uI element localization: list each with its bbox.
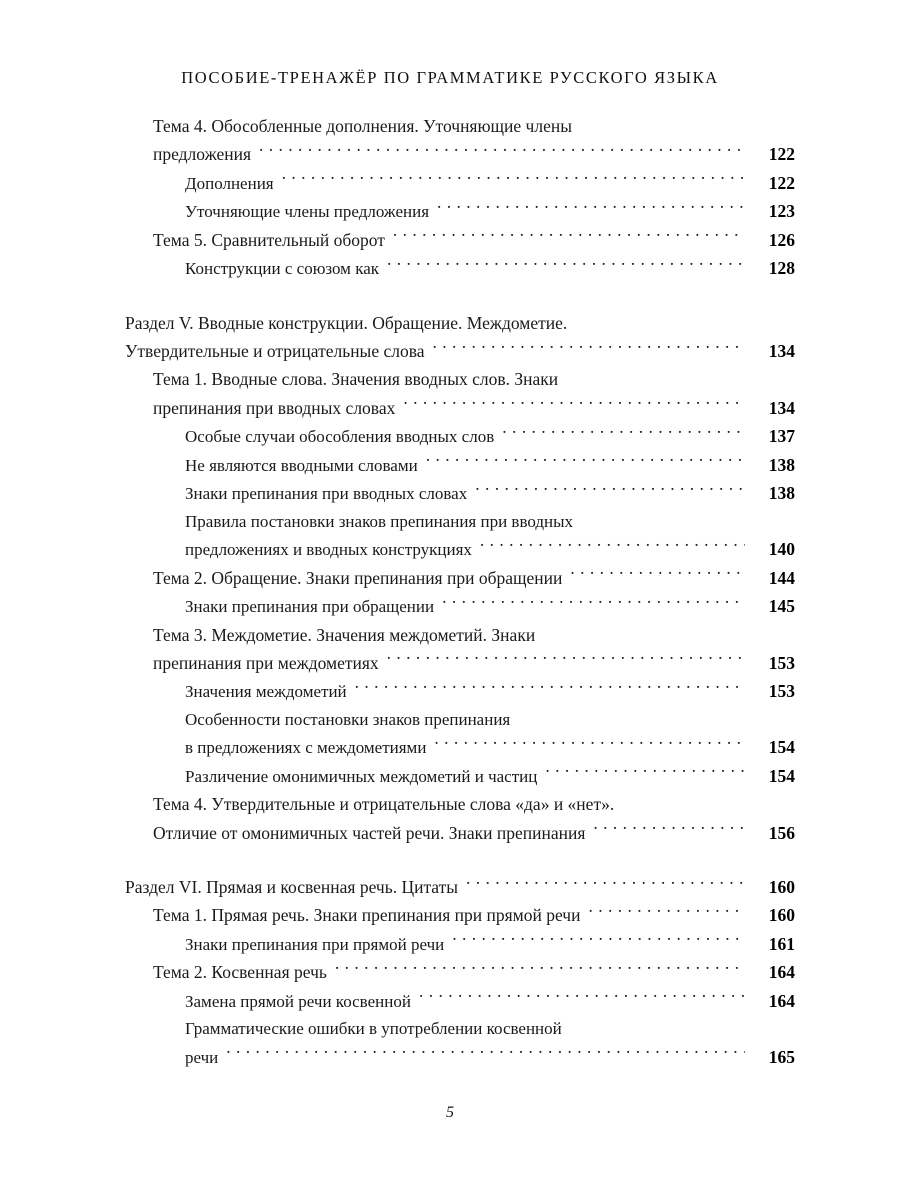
toc-entry-title: предложениях и вводных конструкциях xyxy=(185,540,472,560)
toc-page-number: 138 xyxy=(768,454,795,475)
toc-dot-leader xyxy=(442,596,745,612)
toc-dot-leader xyxy=(466,877,745,893)
toc-dot-leader xyxy=(226,1047,745,1063)
toc-entry-title: Тема 1. Прямая речь. Знаки препинания при прямой речи xyxy=(153,905,581,926)
toc-entry[interactable] xyxy=(125,958,795,986)
toc-dot-leader xyxy=(259,144,745,160)
toc-entry[interactable] xyxy=(125,226,795,254)
toc-entry-title: Раздел VI. Прямая и косвенная речь. Цитаты xyxy=(125,877,459,898)
toc-entry-title: Тема 4. Утвердительные и отрицательные слова «да» и «нет». xyxy=(153,794,615,815)
toc-entry[interactable] xyxy=(125,422,795,451)
toc-page-number: 144 xyxy=(768,567,795,588)
toc-entry[interactable] xyxy=(125,479,795,508)
toc-page-number: 134 xyxy=(768,340,795,361)
toc-line xyxy=(185,930,795,959)
toc-entry-title: Знаки препинания при вводных словах xyxy=(185,484,468,504)
toc-line xyxy=(185,535,795,564)
toc-page-number: 122 xyxy=(768,144,795,165)
toc-entry-title: Знаки препинания при обращении xyxy=(185,597,435,616)
toc-line xyxy=(185,987,795,1016)
toc-page-number: 128 xyxy=(768,258,795,279)
toc-line xyxy=(185,254,795,283)
toc-entry-title: Не являются вводными словами xyxy=(185,455,418,475)
toc-page-number: 153 xyxy=(768,681,795,702)
toc-entry[interactable] xyxy=(125,790,795,847)
toc-page-number: 134 xyxy=(768,397,795,418)
toc-dot-leader xyxy=(545,766,745,782)
toc-page-number: 156 xyxy=(768,822,795,843)
toc-line xyxy=(185,1015,795,1043)
toc-dot-leader xyxy=(335,962,745,978)
toc-entry-title: Грамматические ошибки в употреблении косвенной xyxy=(185,1019,562,1039)
toc-entry-title: Дополнения xyxy=(185,173,274,193)
toc-line xyxy=(185,677,795,706)
toc-entry[interactable] xyxy=(125,930,795,959)
toc-page-number: 138 xyxy=(768,483,795,504)
toc-entry-title: Различение омонимичных междометий и частиц xyxy=(185,766,538,786)
toc-entry-title: препинания при вводных словах xyxy=(153,397,396,418)
toc-dot-leader xyxy=(593,823,745,839)
toc-line xyxy=(125,873,795,901)
toc-dot-leader xyxy=(355,681,745,697)
toc-page-number: 153 xyxy=(768,652,795,673)
toc-line xyxy=(185,733,795,762)
running-head: ПОСОБИЕ-ТРЕНАЖЁР ПО ГРАММАТИКЕ РУССКОГО ЯЗЫКА xyxy=(181,68,719,87)
page-number: 5 xyxy=(446,1104,454,1121)
toc-entry[interactable] xyxy=(125,309,795,366)
toc-line xyxy=(185,422,795,451)
toc-page-number: 160 xyxy=(768,877,795,898)
toc-entry-title: в предложениях с междометиями xyxy=(185,738,427,758)
toc-dot-leader xyxy=(434,737,745,753)
toc-page-number: 123 xyxy=(768,201,795,222)
toc-entry-title: Тема 5. Сравнительный оборот xyxy=(153,229,385,250)
toc-entry-title: Замена прямой речи косвенной xyxy=(185,991,411,1011)
toc-entry-title: Особенности постановки знаков препинания xyxy=(185,709,511,729)
toc-page-number: 126 xyxy=(768,229,795,250)
toc-dot-leader xyxy=(437,201,745,217)
toc-dot-leader xyxy=(475,483,745,499)
toc-entry[interactable] xyxy=(125,873,795,901)
toc-line xyxy=(185,451,795,480)
toc-page-number: 165 xyxy=(768,1046,795,1067)
toc-page-number: 154 xyxy=(768,765,795,786)
toc-entry[interactable] xyxy=(125,451,795,480)
toc-dot-leader xyxy=(570,568,745,584)
toc-line xyxy=(153,394,795,422)
toc-line xyxy=(185,508,795,536)
toc-page-number: 122 xyxy=(768,172,795,193)
toc-line xyxy=(153,901,795,929)
toc-entry-title: Тема 2. Косвенная речь xyxy=(153,962,327,983)
toc-entry[interactable] xyxy=(125,621,795,678)
toc-line xyxy=(185,169,795,198)
toc-page-number: 160 xyxy=(768,905,795,926)
toc-line xyxy=(125,309,795,337)
toc-entry[interactable] xyxy=(125,677,795,706)
toc-dot-leader xyxy=(433,341,745,357)
toc-line xyxy=(153,621,795,649)
toc-line xyxy=(185,197,795,226)
toc-entry[interactable] xyxy=(125,564,795,592)
toc-line xyxy=(185,592,795,621)
toc-group xyxy=(125,309,795,847)
toc-dot-leader xyxy=(387,653,745,669)
toc-line xyxy=(153,140,795,168)
toc-dot-leader xyxy=(419,991,745,1007)
toc-dot-leader xyxy=(387,258,745,274)
toc-entry[interactable] xyxy=(125,508,795,564)
toc-entry-title: Конструкции с союзом как xyxy=(185,259,379,279)
toc-line xyxy=(185,706,795,734)
toc-entry[interactable] xyxy=(125,762,795,791)
toc-line xyxy=(185,479,795,508)
toc-page-number: 164 xyxy=(768,962,795,983)
toc-line xyxy=(153,564,795,592)
toc-dot-leader xyxy=(588,905,745,921)
toc-line xyxy=(153,649,795,677)
toc-page-number: 145 xyxy=(768,596,795,616)
toc-entry-title: Тема 3. Междометие. Значения междометий. Знаки xyxy=(153,624,536,645)
toc-entry[interactable] xyxy=(125,901,795,929)
toc-group xyxy=(125,873,795,1071)
toc-entry-title: Тема 2. Обращение. Знаки препинания при обращении xyxy=(153,567,563,588)
toc-entry-title: Тема 4. Обособленные дополнения. Уточняющие члены xyxy=(153,116,572,136)
toc-dot-leader xyxy=(426,455,745,471)
toc-entry-title: Утвердительные и отрицательные слова xyxy=(125,340,425,361)
toc-line xyxy=(153,365,795,393)
toc-line xyxy=(153,958,795,986)
toc-entry-title: Отличие от омонимичных частей речи. Знаки препинания xyxy=(153,822,586,843)
toc-page-number: 140 xyxy=(768,539,795,560)
toc-entry-title: Уточняющие члены предложения xyxy=(185,202,430,222)
toc-line xyxy=(185,1043,795,1072)
toc-line xyxy=(153,226,795,254)
toc-dot-leader xyxy=(393,230,745,246)
toc-line xyxy=(125,337,795,365)
toc-entry-title: Знаки препинания при прямой речи xyxy=(185,934,445,954)
toc-entry[interactable] xyxy=(125,706,795,762)
toc-page-number: 154 xyxy=(768,737,795,758)
toc-entry-title: Значения междометий xyxy=(185,682,347,702)
toc-entry[interactable] xyxy=(125,1015,795,1071)
toc-entry[interactable] xyxy=(125,254,795,283)
toc-entry-title: Тема 1. Вводные слова. Значения вводных слов. Знаки xyxy=(153,369,559,390)
toc-entry-title: Правила постановки знаков препинания при вводных xyxy=(185,511,574,531)
toc-entry[interactable] xyxy=(125,197,795,226)
toc-dot-leader xyxy=(480,539,745,555)
toc-dot-leader xyxy=(502,426,745,442)
table-of-contents xyxy=(125,112,795,1071)
toc-group xyxy=(125,112,795,283)
toc-entry-title: препинания при междометиях xyxy=(153,652,379,673)
toc-entry-title: предложения xyxy=(153,144,252,165)
toc-entry-title: речи xyxy=(185,1047,219,1067)
toc-entry[interactable] xyxy=(125,592,795,621)
toc-entry[interactable] xyxy=(125,365,795,422)
toc-entry[interactable] xyxy=(125,169,795,198)
toc-line xyxy=(185,762,795,791)
toc-entry-title: Раздел V. Вводные конструкции. Обращение. Междометие. xyxy=(125,312,568,333)
toc-dot-leader xyxy=(282,173,745,189)
toc-line xyxy=(153,819,795,847)
toc-entry[interactable] xyxy=(125,112,795,169)
toc-page-number: 137 xyxy=(768,426,795,446)
toc-line xyxy=(153,790,795,818)
toc-entry[interactable] xyxy=(125,987,795,1016)
toc-page-number: 164 xyxy=(768,990,795,1011)
toc-page-number: 161 xyxy=(768,933,795,954)
toc-dot-leader xyxy=(403,398,745,414)
toc-entry-title: Особые случаи обособления вводных слов xyxy=(185,427,495,446)
toc-dot-leader xyxy=(452,934,745,950)
toc-line xyxy=(153,112,795,140)
